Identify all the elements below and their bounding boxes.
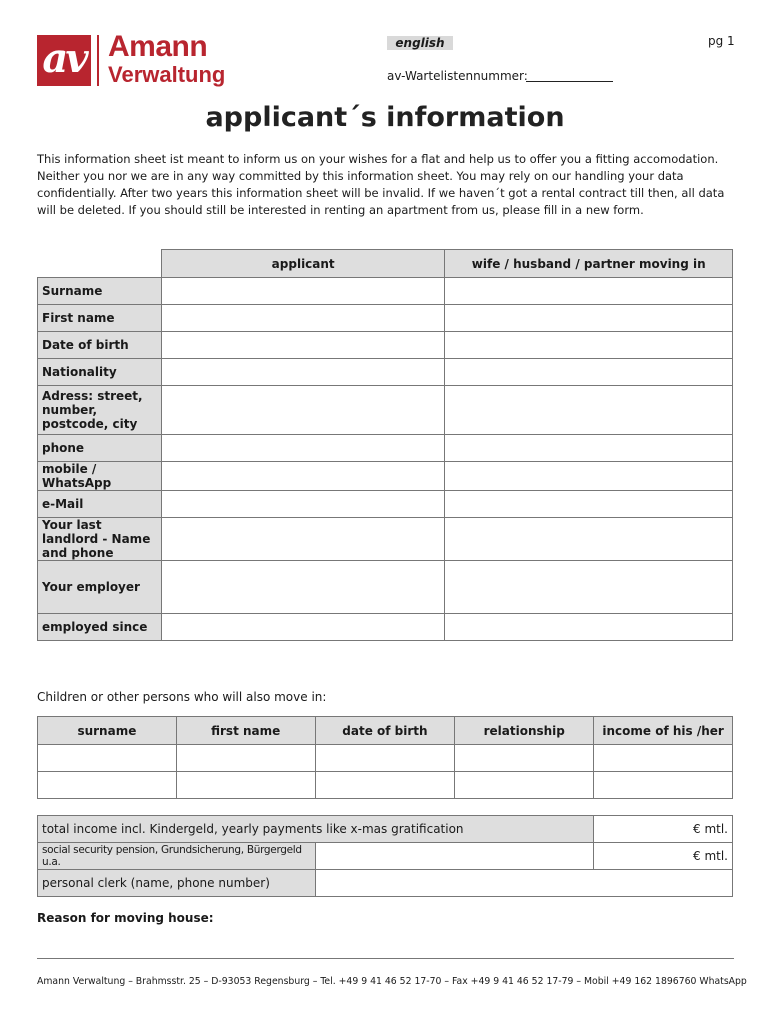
logo-mark: av (37, 35, 91, 86)
applicant-field[interactable] (161, 386, 445, 435)
partner-field[interactable] (445, 278, 733, 305)
applicant-field[interactable] (161, 359, 445, 386)
partner-field[interactable] (445, 386, 733, 435)
intro-text: This information sheet ist meant to inform us on your wishes for a flat and help us to offer you a fitting accomodation. Neither you nor we are in any way committed by this information sheet. You may rely on our handling your data confidentially. After two years this information sheet will be invalid. If we haven´t got a rental contract till then, all data will be deleted. If you should still be interested in renting an apartment from us, please fill in a new form. (37, 152, 725, 217)
partner-field[interactable] (445, 332, 733, 359)
table-row (38, 614, 733, 641)
row-label: e-Mail (38, 491, 162, 518)
table-row (38, 359, 733, 386)
child-relationship-field[interactable] (455, 745, 594, 772)
child-first-name-field[interactable] (176, 772, 315, 799)
child-income-field[interactable] (594, 745, 733, 772)
partner-field[interactable] (445, 359, 733, 386)
child-income-field[interactable] (594, 772, 733, 799)
column-header-income: income of his /her (594, 717, 733, 745)
partner-field[interactable] (445, 462, 733, 491)
partner-field[interactable] (445, 518, 733, 561)
row-label: phone (38, 435, 162, 462)
child-first-name-field[interactable] (176, 745, 315, 772)
applicant-table (37, 249, 733, 641)
applicant-field[interactable] (161, 491, 445, 518)
partner-field[interactable] (445, 491, 733, 518)
child-surname-field[interactable] (38, 772, 177, 799)
applicant-field[interactable] (161, 435, 445, 462)
waitlist-number-field[interactable] (526, 81, 613, 82)
table-row (38, 491, 733, 518)
social-security-field[interactable] (594, 843, 733, 870)
table-row (38, 386, 733, 435)
column-header-partner: wife / husband / partner moving in (445, 250, 733, 278)
column-header-relationship: relationship (455, 717, 594, 745)
reason-label: Reason for moving house: (37, 911, 214, 925)
table-row (38, 305, 733, 332)
language-badge: english (387, 36, 453, 50)
page-number: pg 1 (708, 34, 735, 48)
personal-clerk-field[interactable] (315, 870, 732, 897)
applicant-field[interactable] (161, 561, 445, 614)
partner-field[interactable] (445, 305, 733, 332)
partner-field[interactable] (445, 614, 733, 641)
row-label: Your last landlord - Name and phone (38, 518, 162, 561)
social-security-input[interactable] (315, 843, 594, 870)
table-corner (38, 250, 162, 278)
column-header-surname: surname (38, 717, 177, 745)
column-header-date-of-birth: date of birth (315, 717, 455, 745)
child-dob-field[interactable] (315, 772, 455, 799)
children-table (37, 716, 733, 799)
total-income-unit: € mtl. (693, 822, 728, 836)
child-relationship-field[interactable] (455, 772, 594, 799)
footer-text: Amann Verwaltung – Brahmsstr. 25 – D-93053 Regensburg – Tel. +49 9 41 46 52 17-70 – Fax +49 9 41 46 52 17-79 – Mobil +49 162 1896760 WhatsApp (37, 976, 747, 987)
row-label: Nationality (38, 359, 162, 386)
partner-field[interactable] (445, 435, 733, 462)
logo-divider (97, 35, 99, 86)
row-label: mobile / WhatsApp (38, 462, 162, 491)
logo-name: Amann (108, 30, 208, 63)
income-table (37, 815, 733, 897)
row-label: employed since (38, 614, 162, 641)
social-security-unit: € mtl. (693, 849, 728, 863)
footer-divider (37, 958, 734, 959)
applicant-field[interactable] (161, 518, 445, 561)
page-title: applicant´s information (205, 102, 565, 133)
children-label: Children or other persons who will also move in: (37, 690, 327, 704)
row-label: Your employer (38, 561, 162, 614)
table-row (38, 462, 733, 491)
table-row (38, 518, 733, 561)
table-row (38, 561, 733, 614)
total-income-field[interactable] (594, 816, 733, 843)
table-row (38, 332, 733, 359)
table-row (38, 435, 733, 462)
applicant-field[interactable] (161, 332, 445, 359)
child-dob-field[interactable] (315, 745, 455, 772)
row-label: First name (38, 305, 162, 332)
applicant-field[interactable] (161, 305, 445, 332)
applicant-field[interactable] (161, 462, 445, 491)
personal-clerk-label: personal clerk (name, phone number) (38, 870, 316, 897)
row-label: Date of birth (38, 332, 162, 359)
logo-subtitle: Verwaltung (108, 62, 226, 87)
applicant-field[interactable] (161, 614, 445, 641)
column-header-first-name: first name (176, 717, 315, 745)
waitlist-label: av-Wartelistennummer: (387, 69, 528, 83)
child-surname-field[interactable] (38, 745, 177, 772)
row-label: Adress: street, number, postcode, city (38, 386, 162, 435)
column-header-applicant: applicant (161, 250, 445, 278)
total-income-label: total income incl. Kindergeld, yearly payments like x-mas gratification (38, 816, 594, 843)
row-label: Surname (38, 278, 162, 305)
partner-field[interactable] (445, 561, 733, 614)
applicant-field[interactable] (161, 278, 445, 305)
social-security-label: social security pension, Grundsicherung, Bürgergeld u.a. (38, 843, 316, 870)
table-row (38, 278, 733, 305)
